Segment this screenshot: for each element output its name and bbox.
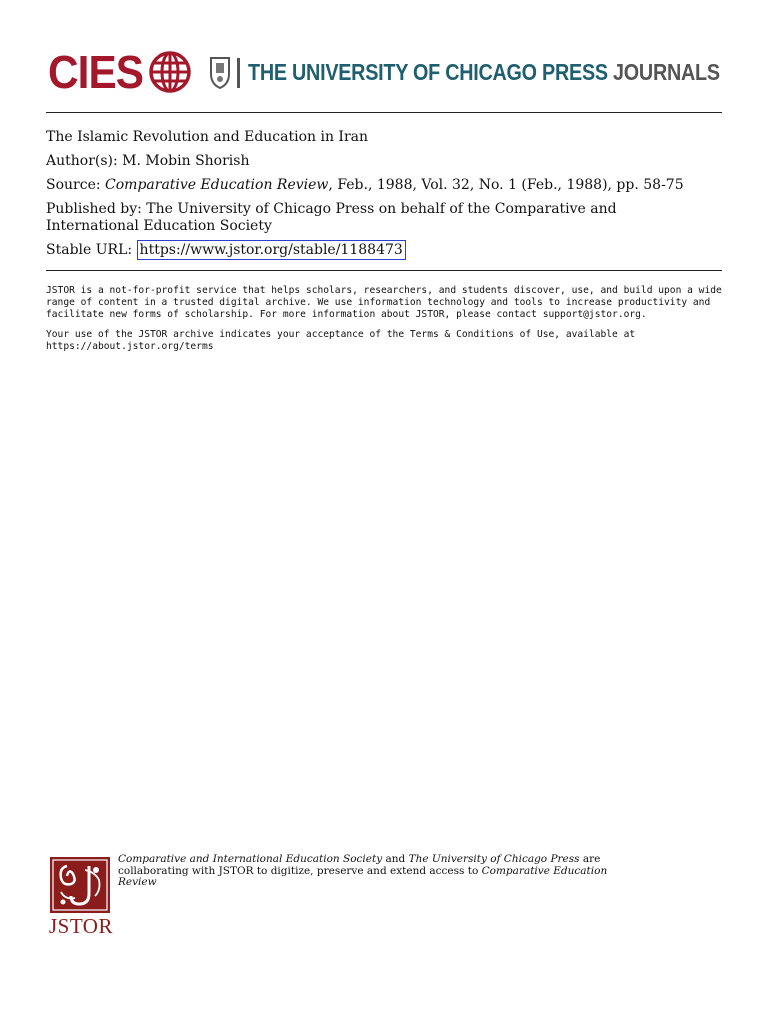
press-name: THE UNIVERSITY OF CHICAGO PRESS: [248, 59, 608, 85]
top-divider: [46, 112, 722, 113]
university-crest-icon: [208, 54, 232, 90]
footer-journal-part1: Comparative Education: [481, 864, 608, 877]
and-word: and: [382, 853, 409, 865]
footer-press-name: The University of Chicago Press: [408, 853, 580, 865]
source-line: [46, 177, 726, 194]
press-title: [248, 52, 720, 92]
jstor-logo-icon: [49, 856, 111, 914]
publisher-line2: International Education Society: [46, 218, 272, 234]
jstor-notice: [46, 285, 726, 361]
notice-p1-line1: JSTOR is a not-for-profit service that helps scholars, researchers, and students discover, use, and build upon a wide: [46, 285, 722, 296]
publisher-line: [46, 201, 726, 218]
society-name: Comparative and International Education Society: [118, 853, 383, 865]
notice-p1-line3: facilitate new forms of scholarship. For more information about JSTOR, please contact support@jstor.org.: [46, 309, 647, 320]
notice-p2-line1: Your use of the JSTOR archive indicates your acceptance of the Terms & Conditions of Use, available at: [46, 329, 636, 340]
stable-url-link[interactable]: https://www.jstor.org/stable/1188473: [137, 240, 406, 260]
notice-paragraph-1: [46, 285, 726, 321]
footer-collaboration-text: [118, 854, 678, 889]
terms-link[interactable]: https://about.jstor.org/terms: [46, 341, 214, 352]
author-label: Author(s):: [46, 153, 118, 169]
jstor-wordmark: JSTOR: [49, 914, 113, 938]
footer-journal-part2: Review: [118, 876, 157, 888]
source-details: , Feb., 1988, Vol. 32, No. 1 (Feb., 1988), pp. 58-75: [328, 177, 684, 193]
divider-icon: [236, 54, 242, 90]
publisher-line1: The University of Chicago Press on behalf of the Comparative and: [146, 201, 617, 217]
are-word: are: [579, 853, 601, 865]
press-suffix: JOURNALS: [613, 59, 720, 85]
notice-paragraph-2: [46, 329, 726, 353]
header-logos: [48, 44, 728, 100]
publisher-label: Published by:: [46, 201, 142, 217]
notice-p1-line2: range of content in a trusted digital archive. We use information technology and tools to increase productivity and: [46, 297, 711, 308]
source-label: Source:: [46, 177, 101, 193]
source-journal: Comparative Education Review: [105, 177, 329, 193]
stable-url-line: [46, 242, 726, 259]
article-metadata: [46, 129, 726, 259]
author-line: [46, 153, 726, 170]
stable-url-label: Stable URL:: [46, 242, 133, 258]
footer-line2: collaborating with JSTOR to digitize, preserve and extend access to: [118, 864, 482, 877]
cies-logo-text: CIES: [48, 46, 144, 98]
article-title: The Islamic Revolution and Education in Iran: [46, 129, 369, 145]
jstor-footer: [46, 854, 726, 944]
author-name: M. Mobin Shorish: [122, 153, 250, 169]
middle-divider: [46, 270, 722, 271]
globe-icon: [149, 51, 191, 93]
